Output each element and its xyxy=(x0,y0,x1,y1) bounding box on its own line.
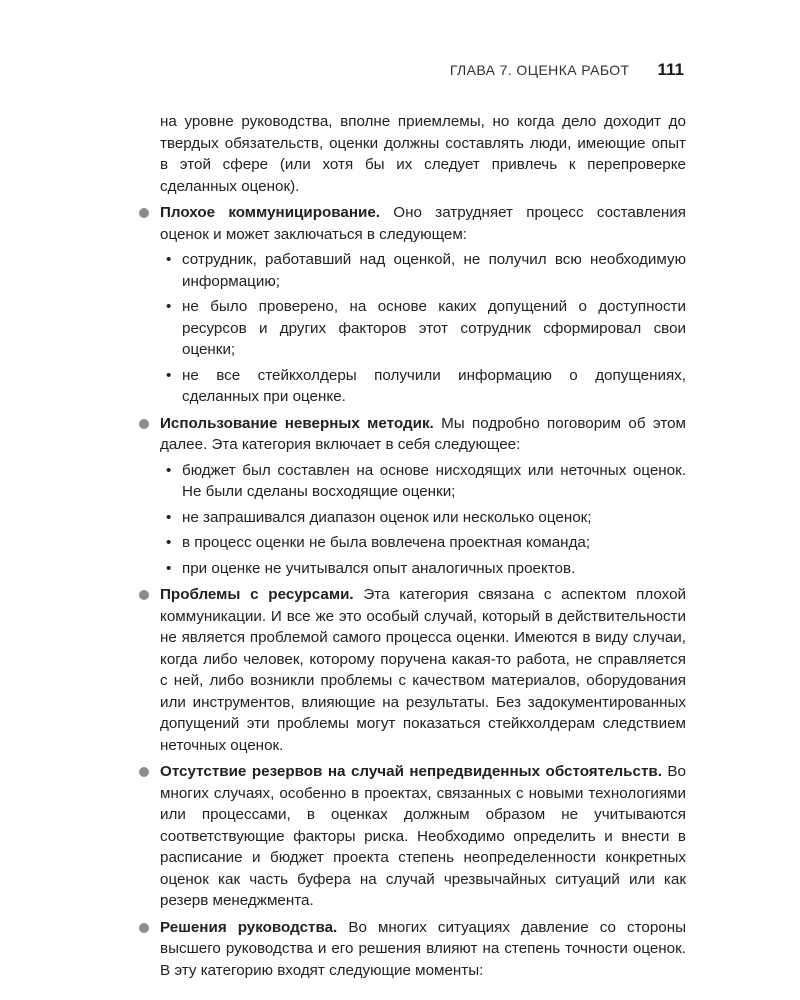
bullet-marker-icon: • xyxy=(166,559,172,577)
bullet-item-wrong-methods xyxy=(160,413,686,580)
bullet-text: Мы подробно поговорим об этом далее. Эта категория включает в себя следующее: xyxy=(160,414,687,453)
bullet-item-resource-problems xyxy=(160,584,686,756)
list-item-text: в процесс оценки не была вовлечена проектная команда; xyxy=(182,534,591,551)
bullet-paragraph xyxy=(160,202,686,245)
list-item-text: не все стейкхолдеры получили информацию о допущениях, сделанных при оценке. xyxy=(182,366,686,405)
intro-paragraph: на уровне руководства, вполне приемлемы, но когда дело доходит до твердых обязательств, оценки должны составлять люди, имеющие опыт в этой сфере (или хотя бы их следует привлечь к перепроверке сделанных оценок). xyxy=(160,113,686,195)
list-item-text: бюджет был составлен на основе нисходящих или неточных оценок. Не были сделаны восходящие оценки; xyxy=(182,461,686,500)
bullet-item-poor-communication xyxy=(160,202,686,408)
page-body xyxy=(160,111,686,981)
list-item xyxy=(160,507,686,529)
bullet-marker-icon: • xyxy=(166,461,172,479)
bullet-dot-icon xyxy=(139,590,149,600)
bullet-dot-icon xyxy=(139,208,149,218)
list-item xyxy=(160,365,686,408)
list-item-text: при оценке не учитывался опыт аналогичных проектов. xyxy=(182,559,576,577)
bullet-marker-icon: • xyxy=(166,298,172,315)
list-item xyxy=(160,558,686,580)
list-item xyxy=(160,249,686,292)
bullet-marker-icon: • xyxy=(166,366,172,384)
bullet-title: Плохое коммуницирование. xyxy=(160,204,381,221)
bullet-title: Отсутствие резервов на случай непредвиденных обстоятельств. xyxy=(160,763,662,780)
page-header xyxy=(160,60,684,80)
bullet-paragraph xyxy=(160,413,686,456)
bullet-item-management-decisions xyxy=(160,917,686,982)
bullet-title: Решения руководства. xyxy=(160,918,338,936)
bullet-title: Использование неверных методик. xyxy=(160,414,434,432)
list-item-text: не было проверено, на основе каких допущений о доступности ресурсов и других факторов этот сотрудник сформировал свои оценки; xyxy=(182,298,686,358)
bullet-paragraph xyxy=(160,917,686,982)
list-item-text: не запрашивался диапазон оценок или несколько оценок; xyxy=(182,508,592,526)
sublist xyxy=(160,249,686,408)
bullet-text: Оно затрудняет процесс составления оценок и может заключаться в следующем: xyxy=(160,204,687,243)
bullet-paragraph xyxy=(160,761,686,912)
bullet-text: Во многих ситуациях давление со стороны высшего руководства и его решения влияют на степень точности оценок. В эту категорию входят следующие моменты: xyxy=(160,918,687,979)
bullet-marker-icon: • xyxy=(166,534,172,551)
bullet-paragraph xyxy=(160,584,686,756)
bullet-dot-icon xyxy=(139,767,149,777)
bullet-text: Эта категория связана с аспектом плохой коммуникации. И все же это особый случай, который в действительности не является проблемой самого процесса оценки. Имеются в виду случаи, когда либо человек, которому поручена какая-то работа, не справляется с ней, либо возникли проблемы с качеством материалов, оборудования или инструментов, влияющие на результаты. Без задокументированных допущений эти проблемы могут показаться стейкхолдерам следствием неточных оценок. xyxy=(160,586,686,754)
bullet-dot-icon xyxy=(139,923,149,933)
bullet-title: Проблемы с ресурсами. xyxy=(160,586,354,603)
list-item xyxy=(160,532,686,554)
bullet-marker-icon: • xyxy=(166,251,172,268)
bullet-text: Во многих случаях, особенно в проектах, связанных с новыми технологиями или процессами, в оценках должным образом не учитываются соответствующие факторы риска. Необходимо определить и внести в расписание и бюджет проекта степень неопределенности конкретных оценок как часть буфера на случай чрезвычайных ситуаций или как резерв менеджмента. xyxy=(160,763,686,909)
sublist xyxy=(160,460,686,580)
bullet-marker-icon: • xyxy=(166,508,172,526)
chapter-title: ГЛАВА 7. ОЦЕНКА РАБОТ xyxy=(449,62,630,78)
bullet-dot-icon xyxy=(139,419,149,429)
list-item xyxy=(160,460,686,503)
page-number: 111 xyxy=(657,60,684,79)
list-item-text: сотрудник, работавший над оценкой, не получил всю необходимую информацию; xyxy=(182,251,686,290)
list-item xyxy=(160,296,686,361)
bullet-item-no-contingency xyxy=(160,761,686,912)
